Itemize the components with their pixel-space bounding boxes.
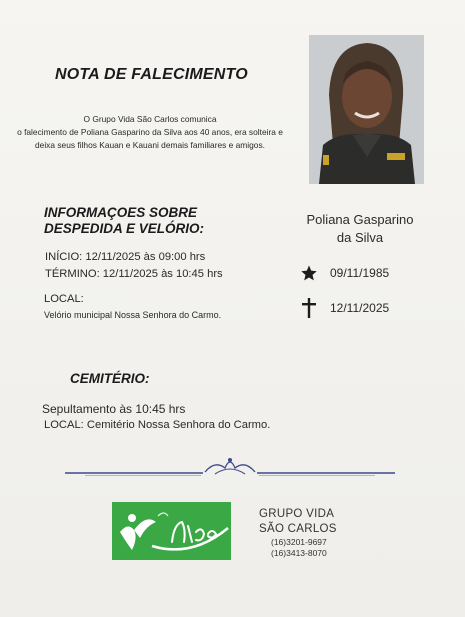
intro-line: o falecimento de Poliana Gasparino da Silva aos 40 anos, era solteira e [17,127,283,137]
star-icon [300,264,318,282]
farewell-title-line: INFORMAÇOES SOBRE [44,205,198,220]
birth-row [300,264,389,282]
death-date: 12/11/2025 [330,301,390,315]
farewell-start: INÍCIO: 12/11/2025 às 09:00 hrs [45,251,206,263]
intro-line: O Grupo Vida São Carlos comunica [83,114,217,124]
company-name-line: GRUPO VIDA [259,508,335,520]
farewell-title-line: DESPEDIDA E VELÓRIO: [44,221,205,236]
cemetery-title: CEMITÉRIO: [70,371,150,386]
company-phone: (16)3413-8070 [271,548,327,558]
company-info [259,507,337,559]
farewell-local-value: Velório municipal Nossa Senhora do Carmo. [44,310,222,320]
notice-title: NOTA DE FALECIMENTO [55,66,248,83]
cemetery-local: LOCAL: Cemitério Nossa Senhora do Carmo. [44,419,271,431]
cemetery-burial: Sepultamento às 10:45 hrs [42,402,186,416]
ornament-divider [65,452,395,482]
farewell-local-label: LOCAL: [44,293,84,305]
death-row [300,298,389,318]
farewell-end: TÉRMINO: 12/11/2025 às 10:45 hrs [45,268,223,280]
portrait-illustration [309,35,424,184]
deceased-name-line: Poliana Gasparino [306,212,414,227]
cross-icon [300,298,318,318]
farewell-title [44,205,204,237]
deceased-name [300,211,420,247]
deceased-name-line: da Silva [336,230,384,245]
grupo-vida-logo [112,502,231,560]
company-phone: (16)3201-9697 [271,537,327,547]
company-name-line: SÃO CARLOS [259,523,337,535]
notice-intro [0,113,300,152]
deceased-photo [309,35,424,184]
birth-date: 09/11/1985 [330,266,390,280]
intro-line: deixa seus filhos Kauan e Kauani demais familiares e amigos. [35,140,265,150]
